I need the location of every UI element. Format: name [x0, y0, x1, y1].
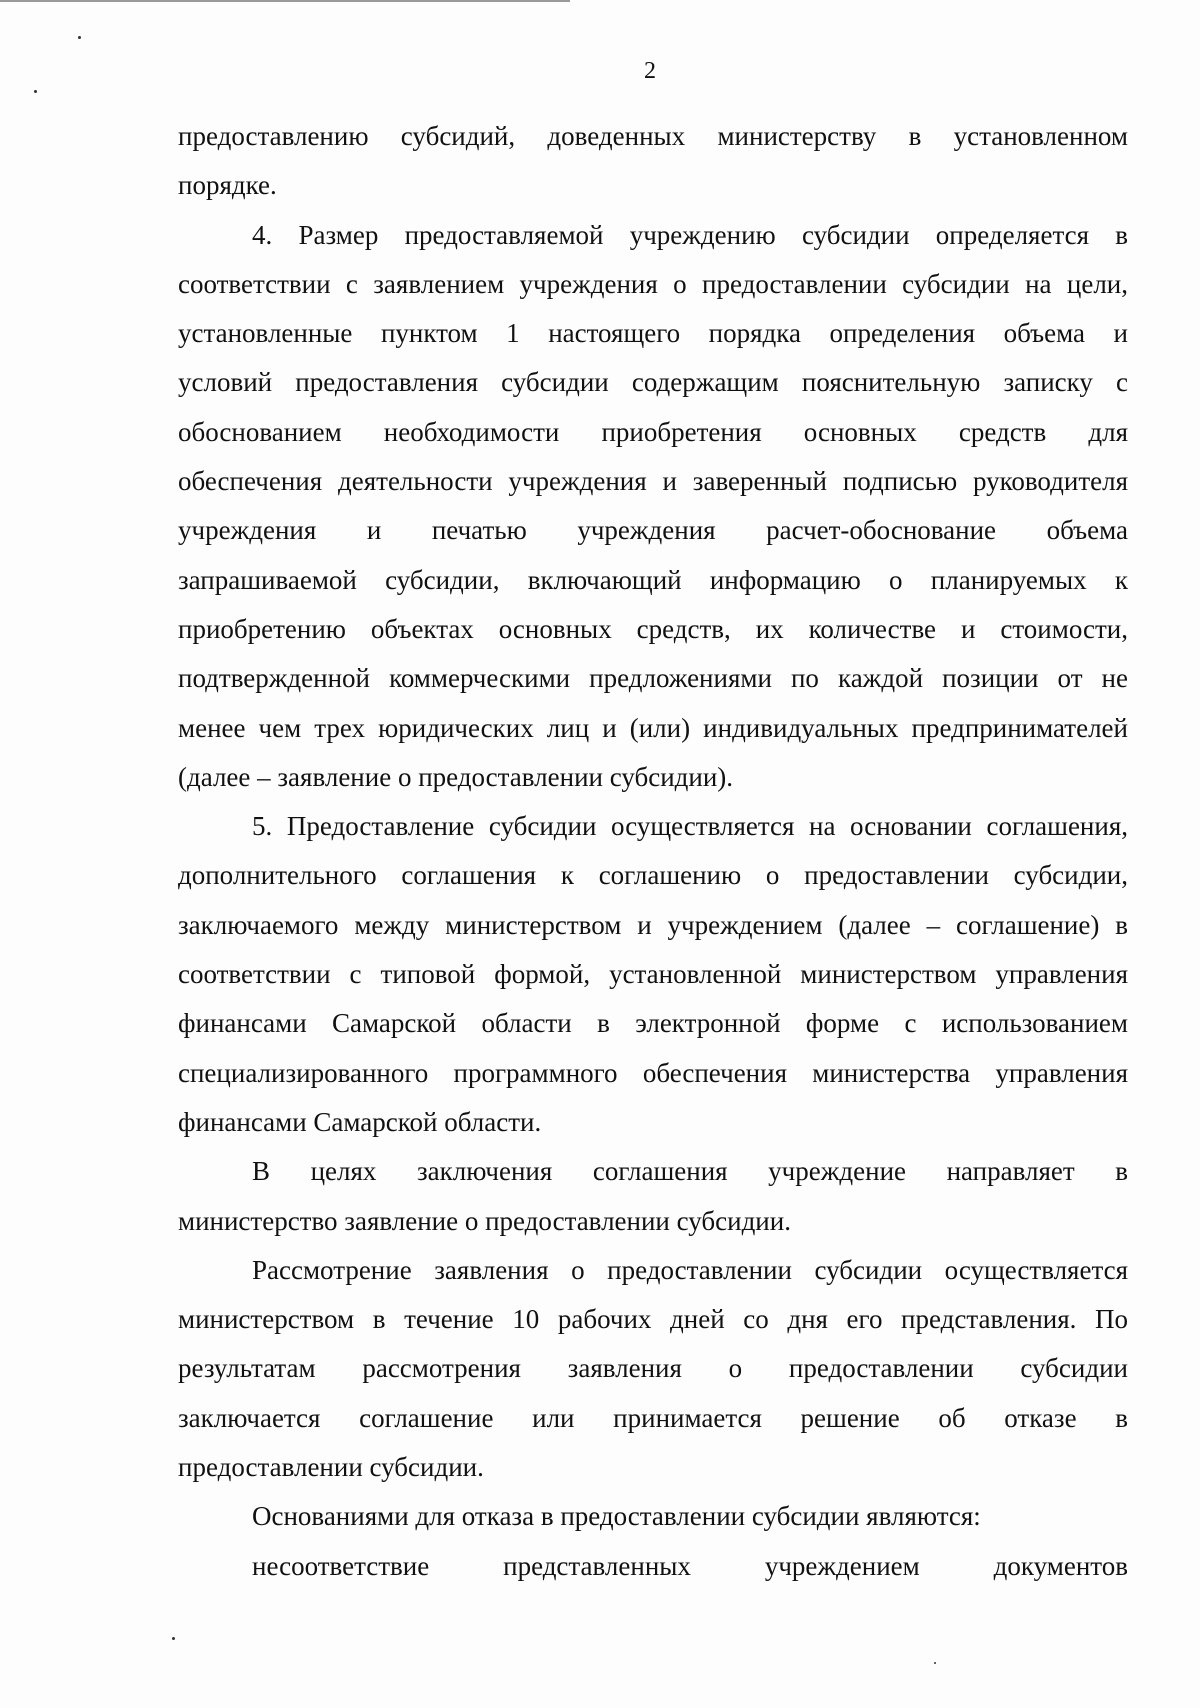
scan-speck — [78, 36, 81, 39]
text-line: министерство заявление о предоставлении субсидии. — [178, 1205, 791, 1236]
paragraph-p2 — [178, 211, 1128, 803]
paragraph-p5 — [178, 1246, 1128, 1492]
text-line: соответствии с типовой формой, установленной министерством управления — [178, 959, 1128, 990]
text-line: порядке. — [178, 170, 277, 201]
text-line: приобретению объектах основных средств, их количестве и стоимости, — [178, 613, 1128, 644]
text-line: В целях заключения соглашения учреждение направляет в — [252, 1156, 1128, 1187]
text-line: соответствии с заявлением учреждения о предоставлении субсидии на цели, — [178, 268, 1128, 299]
paragraph-p1 — [178, 112, 1128, 211]
text-line: финансами Самарской области. — [178, 1106, 542, 1137]
text-line: заключается соглашение или принимается решение об отказе в — [178, 1402, 1128, 1433]
document-body — [178, 112, 1128, 1591]
text-line: дополнительного соглашения к соглашению о предоставлении субсидии, — [178, 860, 1128, 891]
paragraph-p3 — [178, 802, 1128, 1147]
text-line: предоставлении субсидии. — [178, 1452, 484, 1483]
paragraph-p4 — [178, 1147, 1128, 1246]
text-line: 4. Размер предоставляемой учреждению субсидии определяется в — [252, 219, 1128, 250]
text-line: специализированного программного обеспечения министерства управления — [178, 1057, 1128, 1088]
text-line: обеспечения деятельности учреждения и заверенный подписью руководителя — [178, 466, 1128, 497]
text-line: результатам рассмотрения заявления о предоставлении субсидии — [178, 1353, 1128, 1384]
text-line: предоставлению субсидий, доведенных министерству в установленном — [178, 121, 1128, 151]
scan-speck — [34, 90, 37, 93]
text-line: заключаемого между министерством и учреждением (далее – соглашение) в — [178, 909, 1128, 940]
text-line: запрашиваемой субсидии, включающий информацию о планируемых к — [178, 564, 1128, 595]
text-line: финансами Самарской области в электронной форме с использованием — [178, 1008, 1128, 1039]
text-line: Рассмотрение заявления о предоставлении субсидии осуществляется — [252, 1254, 1128, 1285]
text-line: обоснованием необходимости приобретения основных средств для — [178, 416, 1128, 447]
text-line: Основаниями для отказа в предоставлении субсидии являются: — [252, 1501, 981, 1532]
page-number: 2 — [644, 58, 656, 84]
paragraph-p6 — [178, 1492, 1128, 1541]
scan-speck — [172, 1637, 175, 1640]
paragraph-p7 — [178, 1542, 1128, 1591]
text-line: менее чем трех юридических лиц и (или) индивидуальных предпринимателей — [178, 712, 1128, 743]
text-line: 5. Предоставление субсидии осуществляется на основании соглашения, — [252, 811, 1128, 842]
scan-speck — [934, 1662, 936, 1664]
text-line: установленные пунктом 1 настоящего порядка определения объема и — [178, 318, 1128, 349]
text-line: (далее – заявление о предоставлении субсидии). — [178, 761, 734, 792]
text-line: учреждения и печатью учреждения расчет-обоснование объема — [178, 515, 1128, 546]
text-line: условий предоставления субсидии содержащим пояснительную записку с — [178, 367, 1128, 398]
text-line: несоответствие представленных учреждением документов — [252, 1550, 1128, 1581]
text-line: министерством в течение 10 рабочих дней со дня его представления. По — [178, 1304, 1128, 1335]
scan-top-edge — [0, 0, 570, 2]
text-line: подтвержденной коммерческими предложениями по каждой позиции от не — [178, 663, 1128, 694]
